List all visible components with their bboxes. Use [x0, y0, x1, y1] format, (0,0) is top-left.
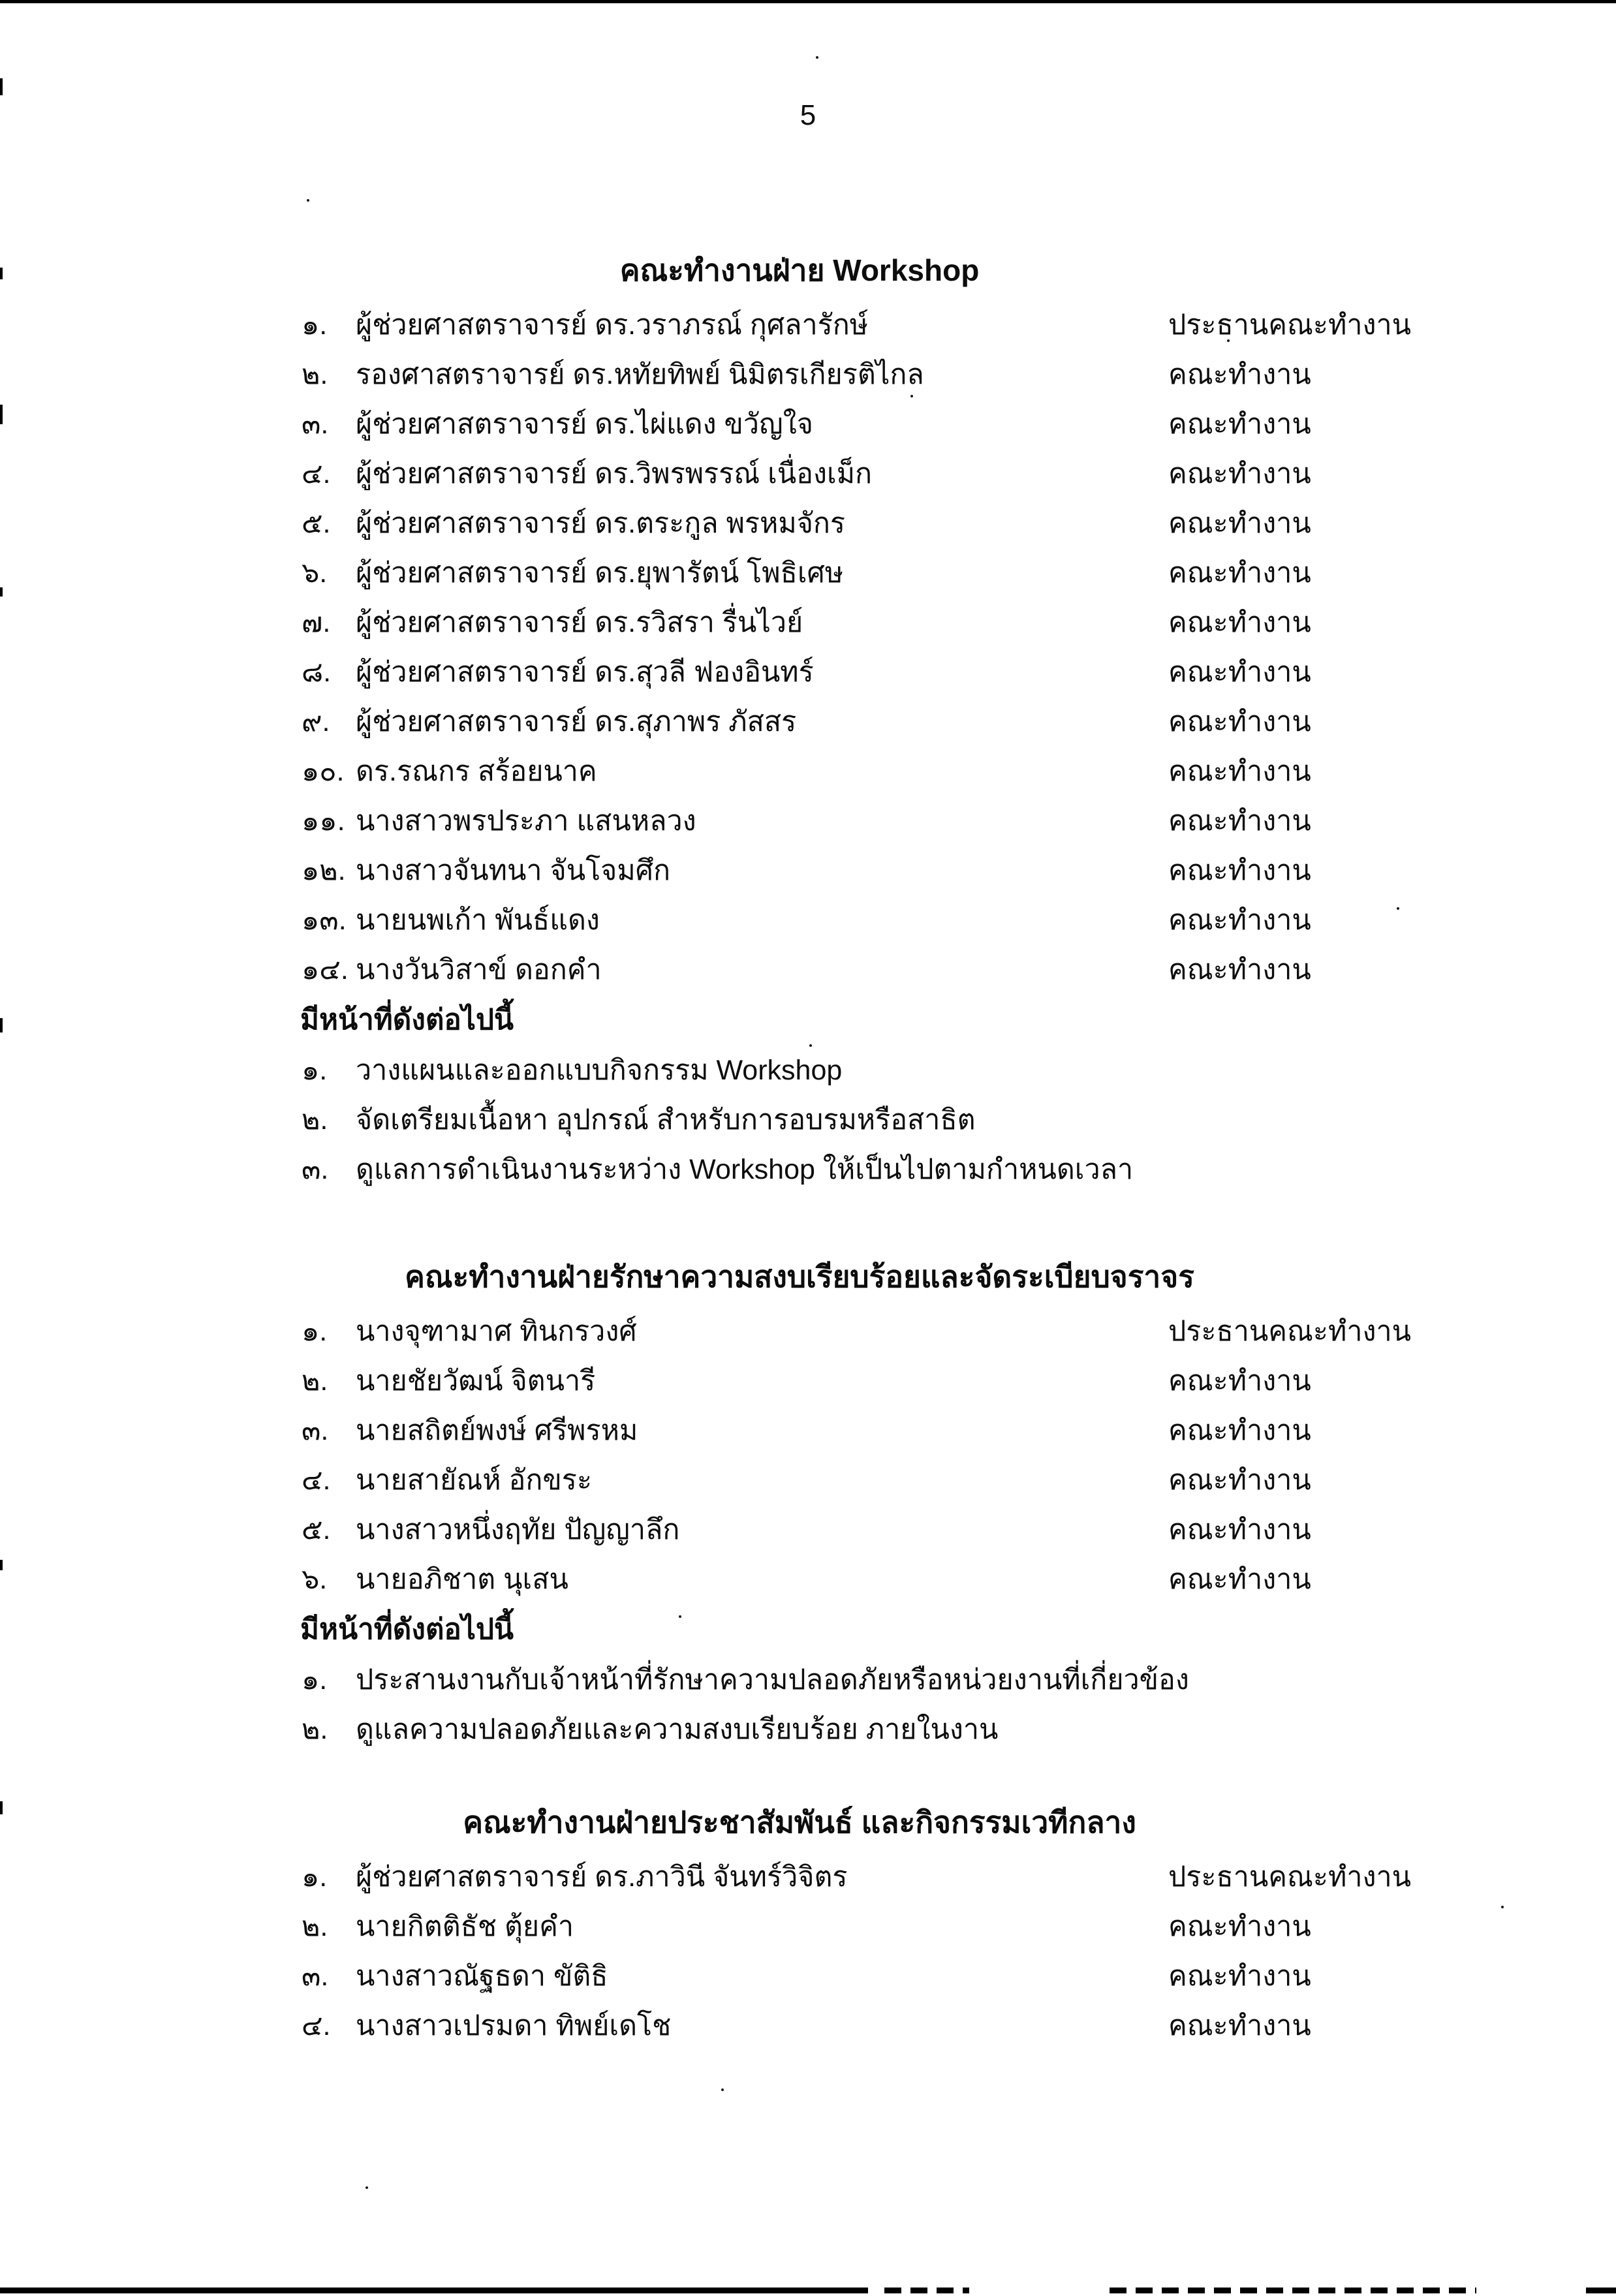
member-role: คณะทำงาน: [1168, 805, 1311, 837]
member-name: นายนพเก้า พันธ์แดง: [356, 905, 600, 936]
member-row: [287, 647, 1475, 697]
member-number: ๔.: [302, 1465, 331, 1496]
member-name: ผู้ช่วยศาสตราจารย์ ดร.ตระกูล พรหมจักร: [356, 508, 846, 539]
member-role: คณะทำงาน: [1168, 1961, 1311, 1992]
duty-row: [287, 1046, 1475, 1095]
member-number: ๕.: [302, 508, 331, 539]
member-row: [287, 747, 1475, 796]
member-row: [287, 548, 1475, 598]
member-number: ๑๑.: [302, 805, 345, 837]
member-list: [287, 1852, 1475, 2051]
scan-speck: [816, 56, 818, 59]
scan-speck: [365, 2186, 368, 2189]
member-row: [287, 945, 1475, 995]
member-role: คณะทำงาน: [1168, 1911, 1311, 1942]
scan-edge-left-tick: [0, 1018, 3, 1032]
duties-title: มีหน้าที่ดังต่อไปนี้: [300, 1613, 514, 1645]
scan-edge-top: [0, 0, 1616, 3]
member-name: ผู้ช่วยศาสตราจารย์ ดร.วิพรพรรณ์ เนื่องเม็ก: [356, 458, 873, 489]
duty-row: [287, 1705, 1475, 1754]
member-number: ๙.: [302, 706, 330, 737]
member-name: นางสาวณัฐธดา ขัติธิ: [356, 1961, 608, 1992]
section-title: คณะทำงานฝ่ายรักษาความสงบเรียบร้อยและจัดระเบียบจราจร: [405, 1260, 1194, 1294]
duty-number: ๓.: [302, 1154, 329, 1185]
member-role: คณะทำงาน: [1168, 855, 1311, 886]
member-name: นายสายัณห์ อักขระ: [356, 1465, 592, 1496]
member-name: ผู้ช่วยศาสตราจารย์ ดร.สุภาพร ภัสสร: [356, 706, 797, 737]
member-name: ดร.รณกร สร้อยนาค: [356, 756, 597, 787]
member-list: [287, 1307, 1475, 1604]
member-role: คณะทำงาน: [1168, 508, 1311, 539]
member-number: ๑๔.: [302, 954, 349, 985]
member-name: นายอภิชาต นุเสน: [356, 1564, 568, 1595]
duty-row: [287, 1095, 1475, 1145]
member-name: นางจุฑามาศ ทินกรวงศ์: [356, 1316, 637, 1347]
member-number: ๑๐.: [302, 756, 345, 787]
member-list: [287, 300, 1475, 995]
member-number: ๓.: [302, 1961, 329, 1992]
member-number: ๔.: [302, 2010, 331, 2041]
member-row: [287, 1455, 1475, 1505]
scan-edge-bottom-line: [0, 2288, 868, 2293]
scan-speck: [307, 199, 309, 202]
member-role: คณะทำงาน: [1168, 657, 1311, 688]
member-row: [287, 1951, 1475, 2001]
duties-title: มีหน้าที่ดังต่อไปนี้: [300, 1004, 514, 1036]
member-name: นางสาวพรประภา แสนหลวง: [356, 805, 696, 837]
page-number: 5: [800, 99, 816, 131]
member-role: คณะทำงาน: [1168, 706, 1311, 737]
member-number: ๗.: [302, 607, 331, 638]
member-name: นายสถิตย์พงษ์ ศรีพรหม: [356, 1415, 638, 1446]
scan-edge-left-tick: [0, 587, 3, 597]
member-number: ๖.: [302, 557, 328, 589]
scan-edge-bottom-dashes: [884, 2288, 969, 2293]
member-name: ผู้ช่วยศาสตราจารย์ ดร.ไผ่แดง ขวัญใจ: [356, 409, 813, 440]
scan-edge-left-tick: [0, 78, 3, 95]
member-row: [287, 300, 1475, 350]
committee-section: [287, 1792, 1475, 2051]
scan-edge-left-tick: [0, 1801, 3, 1814]
member-role: คณะทำงาน: [1168, 607, 1311, 638]
scan-edge-left-tick: [0, 1560, 3, 1570]
member-number: ๑.: [302, 1316, 328, 1347]
member-number: ๖.: [302, 1564, 328, 1595]
member-role: ประธานคณะทำงาน: [1168, 309, 1412, 341]
sections-container: [287, 240, 1475, 2051]
member-row: [287, 1852, 1475, 1902]
member-name: นางสาวจันทนา จันโจมศึก: [356, 855, 671, 886]
duties-list: [287, 1046, 1475, 1194]
member-row: [287, 2001, 1475, 2051]
scan-speck: [721, 2088, 724, 2091]
member-name: ผู้ช่วยศาสตราจารย์ ดร.ยุพารัตน์ โพธิเศษ: [356, 557, 844, 589]
member-row: [287, 350, 1475, 399]
member-number: ๑๒.: [302, 855, 346, 886]
member-role: คณะทำงาน: [1168, 359, 1311, 390]
member-row: [287, 1406, 1475, 1455]
member-row: [287, 598, 1475, 647]
member-row: [287, 796, 1475, 846]
member-name: ผู้ช่วยศาสตราจารย์ ดร.ภาวินี จันทร์วิจิตร: [356, 1861, 848, 1893]
duty-text: ดูแลความปลอดภัยและความสงบเรียบร้อย ภายในงาน: [356, 1714, 999, 1745]
member-number: ๑๓.: [302, 905, 347, 936]
member-row: [287, 846, 1475, 895]
member-row: [287, 399, 1475, 449]
member-number: ๒.: [302, 1911, 328, 1942]
member-role: คณะทำงาน: [1168, 409, 1311, 440]
member-number: ๓.: [302, 1415, 329, 1446]
member-role: คณะทำงาน: [1168, 1415, 1311, 1446]
duty-number: ๒.: [302, 1104, 328, 1136]
duty-number: ๑.: [302, 1055, 328, 1086]
duty-number: ๑.: [302, 1664, 328, 1696]
member-number: ๘.: [302, 657, 332, 688]
member-name: นางวันวิสาข์ ดอกคำ: [356, 954, 602, 985]
duty-row: [287, 1145, 1475, 1194]
member-number: ๔.: [302, 458, 331, 489]
member-name: นายชัยวัฒน์ จิตนารี: [356, 1365, 596, 1397]
scan-edge-left-tick: [0, 405, 3, 424]
member-number: ๑.: [302, 1861, 328, 1893]
duties-list: [287, 1655, 1475, 1754]
duty-row: [287, 1655, 1475, 1705]
duty-text: ดูแลการดำเนินงานระหว่าง Workshop ให้เป็นไปตามกำหนดเวลา: [356, 1154, 1134, 1185]
scan-edge-left-tick: [0, 268, 3, 279]
duty-text: ประสานงานกับเจ้าหน้าที่รักษาความปลอดภัยหรือหน่วยงานที่เกี่ยวข้อง: [356, 1664, 1189, 1696]
scan-edge-bottom-dashes: [1110, 2288, 1476, 2293]
member-role: คณะทำงาน: [1168, 1514, 1311, 1545]
member-row: [287, 1307, 1475, 1356]
document-content: [287, 240, 1475, 2051]
section-title: คณะทำงานฝ่าย Workshop: [619, 253, 980, 287]
member-number: ๕.: [302, 1514, 331, 1545]
member-name: ผู้ช่วยศาสตราจารย์ ดร.วราภรณ์ กุศลารักษ์: [356, 309, 869, 341]
member-number: ๑.: [302, 309, 328, 341]
committee-section: [287, 240, 1475, 1194]
member-row: [287, 1902, 1475, 1951]
member-role: คณะทำงาน: [1168, 1465, 1311, 1496]
member-name: รองศาสตราจารย์ ดร.หทัยทิพย์ นิมิตรเกียรติไกล: [356, 359, 924, 390]
member-number: ๓.: [302, 409, 329, 440]
section-title: คณะทำงานฝ่ายประชาสัมพันธ์ และกิจกรรมเวทีกลาง: [463, 1805, 1136, 1839]
duty-text: จัดเตรียมเนื้อหา อุปกรณ์ สำหรับการอบรมหรือสาธิต: [356, 1104, 976, 1136]
member-number: ๒.: [302, 359, 328, 390]
member-role: คณะทำงาน: [1168, 557, 1311, 589]
member-name: ผู้ช่วยศาสตราจารย์ ดร.รวิสรา รื่นไวย์: [356, 607, 803, 638]
member-name: นายกิตติธัช ตุ้ยคำ: [356, 1911, 574, 1942]
member-role: คณะทำงาน: [1168, 756, 1311, 787]
member-row: [287, 1356, 1475, 1406]
member-role: คณะทำงาน: [1168, 954, 1311, 985]
member-role: ประธานคณะทำงาน: [1168, 1861, 1412, 1893]
member-row: [287, 697, 1475, 747]
member-name: นางสาวเปรมดา ทิพย์เดโช: [356, 2010, 672, 2041]
scan-speck: [1501, 1906, 1504, 1908]
member-row: [287, 1505, 1475, 1555]
member-name: นางสาวหนึ่งฤทัย ปัญญาลึก: [356, 1514, 680, 1545]
member-role: ประธานคณะทำงาน: [1168, 1316, 1412, 1347]
duty-number: ๒.: [302, 1714, 328, 1745]
member-role: คณะทำงาน: [1168, 2010, 1311, 2041]
member-name: ผู้ช่วยศาสตราจารย์ ดร.สุวลี ฟองอินทร์: [356, 657, 814, 688]
member-role: คณะทำงาน: [1168, 1365, 1311, 1397]
member-number: ๒.: [302, 1365, 328, 1397]
member-row: [287, 499, 1475, 548]
duty-text: วางแผนและออกแบบกิจกรรม Workshop: [356, 1055, 843, 1086]
member-row: [287, 895, 1475, 945]
member-row: [287, 1555, 1475, 1604]
member-role: คณะทำงาน: [1168, 1564, 1311, 1595]
committee-section: [287, 1247, 1475, 1754]
member-role: คณะทำงาน: [1168, 905, 1311, 936]
member-role: คณะทำงาน: [1168, 458, 1311, 489]
member-row: [287, 449, 1475, 499]
scan-edge-bottom-line: [1586, 2288, 1616, 2293]
